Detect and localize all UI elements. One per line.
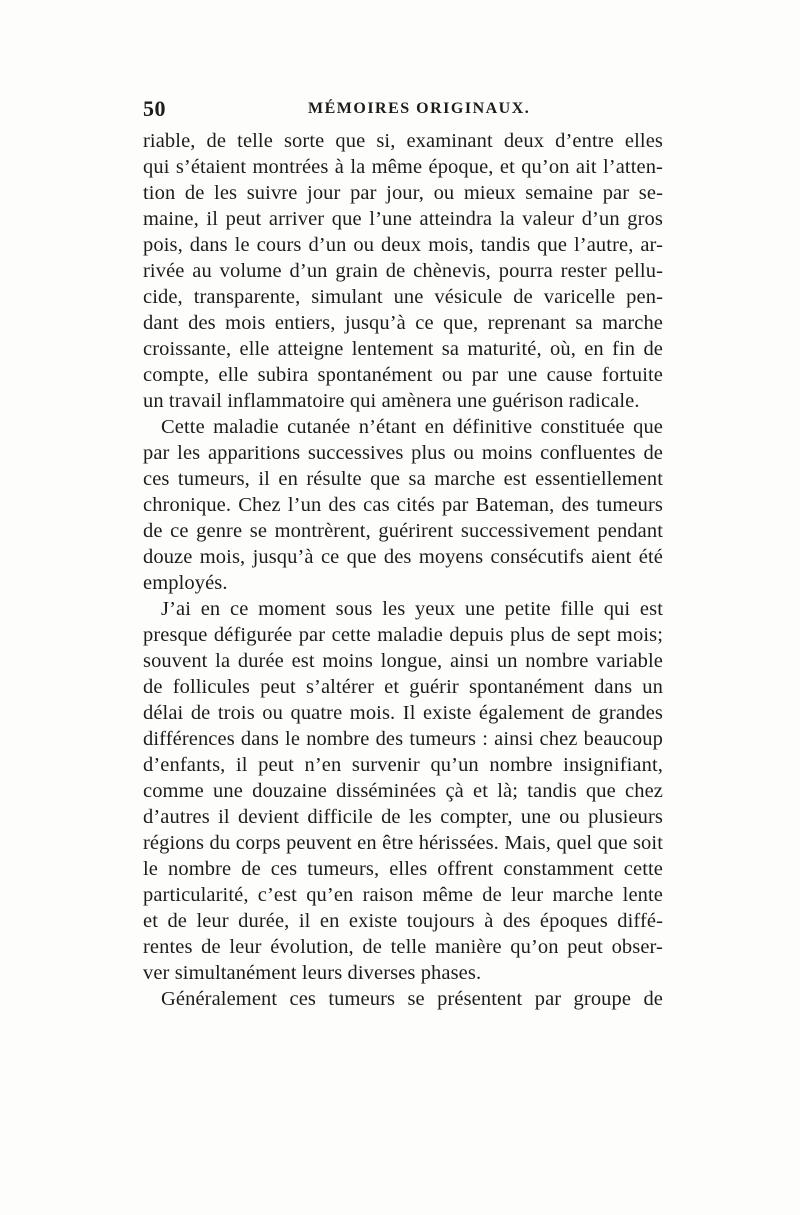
- text-line: tion de les suivre jour par jour, ou mieux semaine par se-: [143, 182, 663, 204]
- text-line: comme une douzaine disséminées çà et là; tandis que chez: [143, 780, 663, 802]
- text-line: d’enfants, il peut n’en survenir qu’un nombre insignifiant,: [143, 754, 663, 776]
- text-line: rivée au volume d’un grain de chènevis, pourra rester pellu-: [143, 260, 663, 282]
- paragraph-last-line: un travail inflammatoire qui amènera une guérison radicale.: [143, 390, 640, 412]
- text-line: compte, elle subira spontanément ou par une cause fortuite: [143, 364, 663, 386]
- text-line: ces tumeurs, il en résulte que sa marche est essentiellement: [143, 468, 663, 490]
- text-line: riable, de telle sorte que si, examinant deux d’entre elles: [143, 130, 663, 152]
- text-line: maine, il peut arriver que l’une atteindra la valeur d’un gros: [143, 208, 663, 230]
- paragraph-first-line: Cette maladie cutanée n’étant en définitive constituée que: [161, 416, 663, 438]
- text-line: presque défigurée par cette maladie depuis plus de sept mois;: [143, 624, 663, 646]
- running-head-title: MÉMOIRES ORIGINAUX.: [308, 100, 531, 117]
- paragraph-first-line: J’ai en ce moment sous les yeux une petite fille qui est: [161, 598, 663, 620]
- text-line: rentes de leur évolution, de telle manière qu’on peut obser-: [143, 936, 663, 958]
- paragraph-last-line: ver simultanément leurs diverses phases.: [143, 962, 482, 984]
- text-line: de follicules peut s’altérer et guérir spontanément dans un: [143, 676, 663, 698]
- text-line: le nombre de ces tumeurs, elles offrent constamment cette: [143, 858, 663, 880]
- text-line: qui s’étaient montrées à la même époque, et qu’on ait l’atten-: [143, 156, 663, 178]
- text-line: pois, dans le cours d’un ou deux mois, tandis que l’autre, ar-: [143, 234, 663, 256]
- text-line: régions du corps peuvent en être hérissées. Mais, quel que soit: [143, 832, 663, 854]
- text-line: et de leur durée, il en existe toujours à des époques diffé-: [143, 910, 663, 932]
- text-line: délai de trois ou quatre mois. Il existe également de grandes: [143, 702, 663, 724]
- text-line: dant des mois entiers, jusqu’à ce que, reprenant sa marche: [143, 312, 663, 334]
- text-line: douze mois, jusqu’à ce que des moyens consécutifs aient été: [143, 546, 663, 568]
- text-line: différences dans le nombre des tumeurs : ainsi chez beaucoup: [143, 728, 663, 750]
- paragraph-first-line: Généralement ces tumeurs se présentent par groupe de: [161, 988, 663, 1010]
- running-head: [143, 96, 663, 124]
- text-line: particularité, c’est qu’en raison même de leur marche lente: [143, 884, 663, 906]
- text-line: cide, transparente, simulant une vésicule de varicelle pen-: [143, 286, 663, 308]
- paragraph-last-line: employés.: [143, 572, 228, 594]
- text-line: chronique. Chez l’un des cas cités par Bateman, des tumeurs: [143, 494, 663, 516]
- text-line: d’autres il devient difficile de les compter, une ou plusieurs: [143, 806, 663, 828]
- body-text: [143, 128, 663, 1012]
- text-line: croissante, elle atteigne lentement sa maturité, où, en fin de: [143, 338, 663, 360]
- text-line: de ce genre se montrèrent, guérirent successivement pendant: [143, 520, 663, 542]
- text-line: souvent la durée est moins longue, ainsi un nombre variable: [143, 650, 663, 672]
- text-line: par les apparitions successives plus ou moins confluentes de: [143, 442, 663, 464]
- page-number: 50: [143, 96, 166, 121]
